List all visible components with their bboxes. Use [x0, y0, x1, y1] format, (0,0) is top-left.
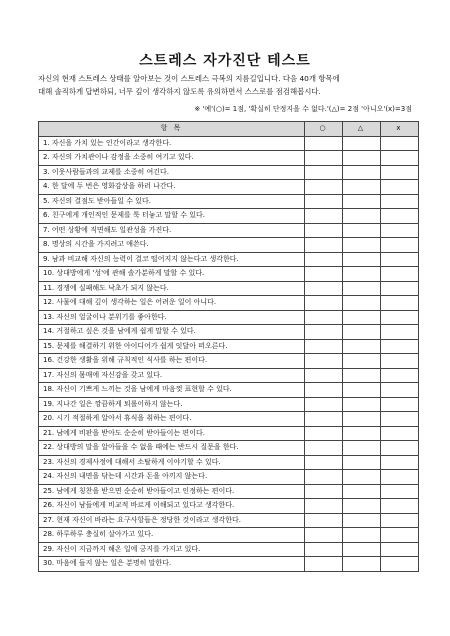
intro-line-1: 자신의 현재 스트레스 상태를 알아보는 것이 스트레스 극복의 지름길입니다. 다음 40개 항목에: [38, 74, 340, 83]
answer-cell-yes[interactable]: [305, 499, 343, 514]
answer-cell-no[interactable]: [381, 354, 419, 369]
answer-cell-yes[interactable]: [305, 557, 343, 572]
table-row: [39, 223, 419, 238]
answer-cell-maybe[interactable]: [343, 513, 381, 528]
answer-cell-no[interactable]: [381, 310, 419, 325]
question-text: 4. 한 달에 두 번은 영화감상을 하러 나간다.: [39, 180, 305, 195]
answer-cell-no[interactable]: [381, 499, 419, 514]
table-row: [39, 383, 419, 398]
answer-cell-yes[interactable]: [305, 325, 343, 340]
answer-cell-yes[interactable]: [305, 252, 343, 267]
header-yes: ○: [305, 122, 343, 137]
question-text: 21. 남에게 비판을 받아도 순순히 받아들이는 편이다.: [39, 426, 305, 441]
answer-cell-yes[interactable]: [305, 455, 343, 470]
answer-cell-maybe[interactable]: [343, 426, 381, 441]
question-text: 29. 자신이 지금까지 해온 일에 긍지를 가지고 있다.: [39, 542, 305, 557]
table-row: [39, 354, 419, 369]
answer-cell-maybe[interactable]: [343, 325, 381, 340]
answer-cell-yes[interactable]: [305, 194, 343, 209]
table-row: [39, 310, 419, 325]
question-text: 20. 시기 적절하게 알아서 휴식을 취하는 편이다.: [39, 412, 305, 427]
answer-cell-yes[interactable]: [305, 296, 343, 311]
table-row: [39, 252, 419, 267]
survey-table: [38, 121, 419, 572]
answer-cell-maybe[interactable]: [343, 412, 381, 427]
answer-cell-no[interactable]: [381, 296, 419, 311]
answer-cell-yes[interactable]: [305, 383, 343, 398]
answer-cell-maybe[interactable]: [343, 180, 381, 195]
answer-cell-maybe[interactable]: [343, 296, 381, 311]
answer-cell-maybe[interactable]: [343, 383, 381, 398]
question-text: 19. 지나간 일은 깡끔하게 퇴롤이하지 않는다.: [39, 397, 305, 412]
answer-cell-maybe[interactable]: [343, 252, 381, 267]
answer-cell-maybe[interactable]: [343, 397, 381, 412]
question-text: 23. 자신의 경제사정에 대해서 소탈하게 이야기할 수 있다.: [39, 455, 305, 470]
answer-cell-no[interactable]: [381, 397, 419, 412]
question-text: 8. 명상의 시간을 가지려고 애쓴다.: [39, 238, 305, 253]
answer-cell-maybe[interactable]: [343, 194, 381, 209]
answer-cell-yes[interactable]: [305, 441, 343, 456]
answer-cell-no[interactable]: [381, 528, 419, 543]
answer-cell-no[interactable]: [381, 484, 419, 499]
answer-cell-no[interactable]: [381, 542, 419, 557]
table-row: [39, 499, 419, 514]
answer-cell-maybe[interactable]: [343, 557, 381, 572]
answer-cell-no[interactable]: [381, 513, 419, 528]
table-row: [39, 542, 419, 557]
table-row: [39, 339, 419, 354]
table-row: [39, 194, 419, 209]
answer-cell-maybe[interactable]: [343, 528, 381, 543]
answer-cell-no[interactable]: [381, 368, 419, 383]
answer-cell-yes[interactable]: [305, 412, 343, 427]
answer-cell-no[interactable]: [381, 426, 419, 441]
table-row: [39, 180, 419, 195]
answer-cell-no[interactable]: [381, 223, 419, 238]
table-row: [39, 209, 419, 224]
question-text: 25. 남에게 칭찬을 받으면 순순히 받아들이고 인정하는 편이다.: [39, 484, 305, 499]
answer-cell-no[interactable]: [381, 151, 419, 166]
table-row: [39, 426, 419, 441]
answer-cell-yes[interactable]: [305, 354, 343, 369]
table-row: [39, 151, 419, 166]
answer-cell-no[interactable]: [381, 281, 419, 296]
answer-cell-maybe[interactable]: [343, 165, 381, 180]
answer-cell-maybe[interactable]: [343, 484, 381, 499]
answer-cell-yes[interactable]: [305, 238, 343, 253]
table-row: [39, 296, 419, 311]
question-text: 5. 자신의 결점도 받아들일 수 있다.: [39, 194, 305, 209]
answer-cell-yes[interactable]: [305, 281, 343, 296]
question-text: 7. 어떤 상황에 직면해도 일관성을 가진다.: [39, 223, 305, 238]
question-text: 3. 이웃사람들과의 교제를 소중히 여긴다.: [39, 165, 305, 180]
question-text: 14. 거절하고 싶은 것을 남에게 쉽게 말할 수 있다.: [39, 325, 305, 340]
table-row: [39, 397, 419, 412]
answer-cell-no[interactable]: [381, 412, 419, 427]
answer-cell-maybe[interactable]: [343, 310, 381, 325]
table-row: [39, 412, 419, 427]
answer-cell-yes[interactable]: [305, 151, 343, 166]
answer-cell-maybe[interactable]: [343, 339, 381, 354]
answer-cell-yes[interactable]: [305, 542, 343, 557]
question-text: 12. 사물에 대해 깊이 생각하는 일은 어려운 일이 아니다.: [39, 296, 305, 311]
answer-cell-yes[interactable]: [305, 165, 343, 180]
answer-cell-no[interactable]: [381, 209, 419, 224]
answer-cell-maybe[interactable]: [343, 223, 381, 238]
answer-cell-maybe[interactable]: [343, 441, 381, 456]
question-text: 16. 건강한 생활을 위해 규칙적인 식사를 하는 편이다.: [39, 354, 305, 369]
answer-cell-maybe[interactable]: [343, 470, 381, 485]
answer-cell-yes[interactable]: [305, 267, 343, 282]
intro-line-2: 대해 솔직하게 답변하되, 너무 깊이 생각하지 않도록 유의하면서 스스로를 점검해봅시다.: [38, 87, 321, 96]
answer-cell-no[interactable]: [381, 325, 419, 340]
question-text: 28. 하루하루 충실히 살아가고 있다.: [39, 528, 305, 543]
table-row: [39, 238, 419, 253]
answer-cell-no[interactable]: [381, 238, 419, 253]
answer-cell-yes[interactable]: [305, 136, 343, 151]
answer-cell-yes[interactable]: [305, 397, 343, 412]
scoring-note: ※ '예'(○)= 1점, '확실히 단정지을 수 없다.'(△)= 2점 '아니오'(x)=3점: [194, 105, 412, 113]
header-maybe: △: [343, 122, 381, 137]
table-header-row: [39, 122, 419, 137]
table-row: [39, 136, 419, 151]
answer-cell-yes[interactable]: [305, 339, 343, 354]
answer-cell-no[interactable]: [381, 441, 419, 456]
answer-cell-yes[interactable]: [305, 513, 343, 528]
answer-cell-maybe[interactable]: [343, 238, 381, 253]
question-text: 24. 자신의 내면을 닦는데 시간과 돈을 아끼지 않는다.: [39, 470, 305, 485]
question-text: 2. 자신의 가치관이나 감정을 소중히 여기고 있다.: [39, 151, 305, 166]
question-text: 18. 자신이 기쁘게 느끼는 것을 남에게 마음껏 표현할 수 있다.: [39, 383, 305, 398]
table-row: [39, 557, 419, 572]
answer-cell-no[interactable]: [381, 557, 419, 572]
answer-cell-no[interactable]: [381, 180, 419, 195]
question-text: 11. 경쟁에 실패해도 낙초가 되지 않는다.: [39, 281, 305, 296]
question-text: 17. 자신의 몸매에 자신감을 갖고 있다.: [39, 368, 305, 383]
question-text: 15. 문제를 해결하기 위한 아이디어가 쉽게 잇달아 떠오른다.: [39, 339, 305, 354]
answer-cell-maybe[interactable]: [343, 499, 381, 514]
answer-cell-no[interactable]: [381, 267, 419, 282]
answer-cell-maybe[interactable]: [343, 267, 381, 282]
table-row: [39, 470, 419, 485]
answer-cell-yes[interactable]: [305, 528, 343, 543]
answer-cell-no[interactable]: [381, 470, 419, 485]
answer-cell-no[interactable]: [381, 383, 419, 398]
answer-cell-no[interactable]: [381, 252, 419, 267]
question-text: 30. 마음에 들지 않는 일은 분명히 말한다.: [39, 557, 305, 572]
answer-cell-no[interactable]: [381, 339, 419, 354]
question-text: 1. 자신을 가치 있는 인간이라고 생각한다.: [39, 136, 305, 151]
answer-cell-yes[interactable]: [305, 310, 343, 325]
answer-cell-yes[interactable]: [305, 484, 343, 499]
answer-cell-no[interactable]: [381, 136, 419, 151]
table-row: [39, 281, 419, 296]
answer-cell-maybe[interactable]: [343, 455, 381, 470]
table-row: [39, 441, 419, 456]
header-no: x: [381, 122, 419, 137]
question-text: 10. 상대방에게 '성'에 관해 솔가분하게 말할 수 있다.: [39, 267, 305, 282]
table-row: [39, 455, 419, 470]
question-text: 26. 자신이 남들에게 비교적 바르게 이해되고 있다고 생각한다.: [39, 499, 305, 514]
answer-cell-maybe[interactable]: [343, 151, 381, 166]
answer-cell-maybe[interactable]: [343, 354, 381, 369]
answer-cell-maybe[interactable]: [343, 281, 381, 296]
answer-cell-maybe[interactable]: [343, 209, 381, 224]
answer-cell-yes[interactable]: [305, 209, 343, 224]
answer-cell-no[interactable]: [381, 194, 419, 209]
question-text: 27. 현재 자신이 바라는 요구사항들은 정당한 것이라고 생각한다.: [39, 513, 305, 528]
table-row: [39, 267, 419, 282]
answer-cell-no[interactable]: [381, 165, 419, 180]
answer-cell-maybe[interactable]: [343, 368, 381, 383]
question-text: 13. 자신의 얼굴이나 분위기를 좋아한다.: [39, 310, 305, 325]
intro-text: [38, 72, 418, 98]
answer-cell-yes[interactable]: [305, 223, 343, 238]
answer-cell-maybe[interactable]: [343, 542, 381, 557]
answer-cell-yes[interactable]: [305, 470, 343, 485]
page-title: 스트레스 자가진단 테스트: [139, 53, 311, 69]
answer-cell-no[interactable]: [381, 455, 419, 470]
question-text: 9. 남과 비교해 자신의 능력이 결코 떨어지지 않는다고 생각한다.: [39, 252, 305, 267]
table-row: [39, 165, 419, 180]
answer-cell-maybe[interactable]: [343, 136, 381, 151]
table-row: [39, 325, 419, 340]
question-text: 6. 친구에게 개인적인 문제를 툭 터놓고 말할 수 있다.: [39, 209, 305, 224]
table-row: [39, 528, 419, 543]
answer-cell-yes[interactable]: [305, 368, 343, 383]
answer-cell-yes[interactable]: [305, 426, 343, 441]
table-row: [39, 368, 419, 383]
answer-cell-yes[interactable]: [305, 180, 343, 195]
table-row: [39, 484, 419, 499]
question-text: 22. 상대방의 말을 알아들을 수 없을 때에는 반드시 질문을 한다.: [39, 441, 305, 456]
header-item: 항 목: [39, 122, 305, 137]
table-row: [39, 513, 419, 528]
